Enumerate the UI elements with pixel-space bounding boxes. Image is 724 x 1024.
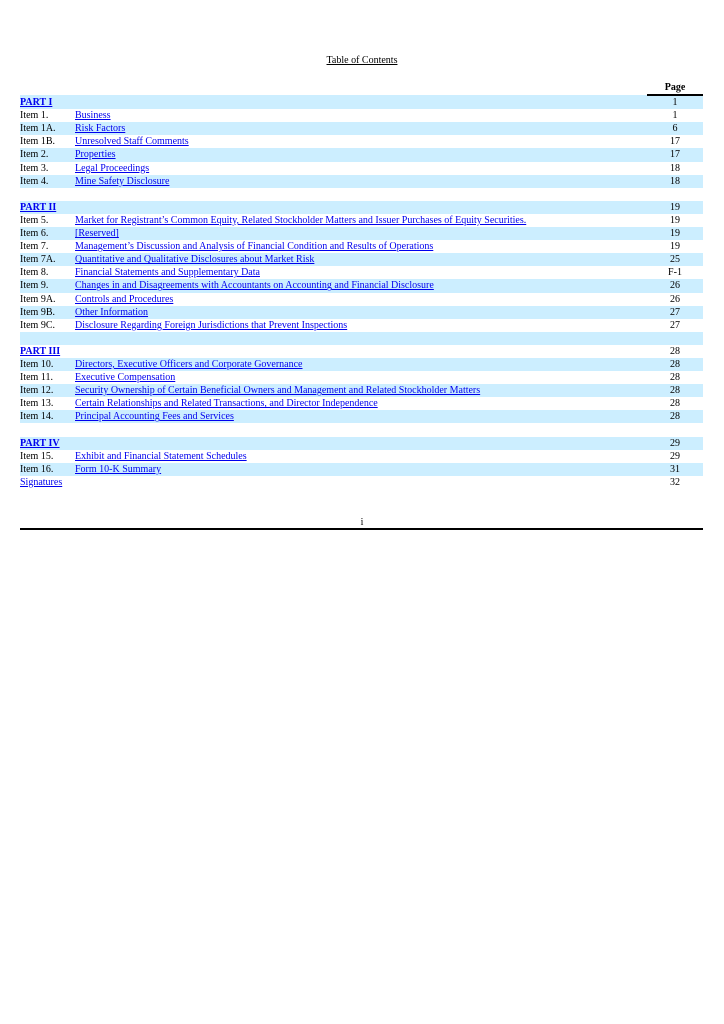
- item-title-link[interactable]: Certain Relationships and Related Transactions, and Director Independence: [75, 398, 378, 410]
- page-number: 6: [647, 122, 703, 135]
- toc-item-row: [20, 162, 703, 175]
- item-number: Item 12.: [20, 384, 75, 397]
- page-number: 19: [647, 227, 703, 240]
- item-number: Item 3.: [20, 162, 49, 174]
- page-number: 29: [647, 437, 703, 450]
- footer-rule: [20, 528, 703, 530]
- item-title-link[interactable]: Exhibit and Financial Statement Schedules: [75, 450, 247, 462]
- part-link[interactable]: PART II: [20, 201, 57, 213]
- item-number: Item 11.: [20, 372, 53, 384]
- toc-part-row: [20, 95, 703, 109]
- page-number: 19: [670, 214, 680, 226]
- item-number: Item 10.: [20, 358, 75, 371]
- part-link[interactable]: PART IV: [20, 437, 60, 449]
- toc-item-row: [20, 450, 703, 463]
- page-number: 27: [670, 319, 680, 331]
- item-number: Item 9B.: [20, 306, 75, 319]
- page-number: F-1: [668, 267, 682, 279]
- toc-item-row: [20, 319, 703, 332]
- signatures-link[interactable]: Signatures: [20, 476, 63, 488]
- item-number: Item 9.: [20, 279, 75, 292]
- toc-item-row: [20, 410, 703, 423]
- item-title-link[interactable]: Controls and Procedures: [75, 293, 174, 305]
- item-number: Item 1A.: [20, 122, 75, 135]
- item-number: Item 9C.: [20, 319, 55, 331]
- toc-header-row: [20, 81, 703, 95]
- part-link[interactable]: PART I: [20, 96, 53, 108]
- toc-item-row: [20, 135, 703, 148]
- toc-item-row: [20, 397, 703, 410]
- page-number: 28: [647, 358, 703, 371]
- item-title-link[interactable]: Management’s Discussion and Analysis of Financial Condition and Results of Operations: [75, 241, 434, 253]
- item-title-link[interactable]: Disclosure Regarding Foreign Jurisdictions that Prevent Inspections: [75, 319, 348, 331]
- toc-spacer-row: [20, 423, 703, 436]
- page-number: 32: [670, 476, 680, 488]
- page-number: 29: [670, 450, 680, 462]
- page-number: 28: [670, 372, 680, 384]
- toc-item-row: [20, 279, 703, 292]
- item-number: Item 4.: [20, 175, 75, 188]
- toc-spacer-row: [20, 188, 703, 201]
- item-title-link[interactable]: Other Information: [75, 306, 149, 318]
- toc-item-row: [20, 293, 703, 306]
- item-number: Item 13.: [20, 398, 54, 410]
- page-number: 17: [670, 136, 680, 148]
- page-number: 17: [647, 148, 703, 161]
- toc-item-row: [20, 240, 703, 253]
- item-title-link[interactable]: [Reserved]: [75, 228, 119, 240]
- part-link[interactable]: PART III: [20, 345, 61, 357]
- page-column-header: Page: [647, 81, 703, 95]
- item-number: Item 5.: [20, 214, 49, 226]
- item-number: Item 2.: [20, 148, 75, 161]
- page-number: 18: [670, 162, 680, 174]
- page-number: 28: [647, 384, 703, 397]
- toc-item-row: [20, 371, 703, 384]
- item-title-link[interactable]: Business: [75, 110, 111, 122]
- page-number: 28: [647, 410, 703, 423]
- page-number: 26: [647, 279, 703, 292]
- page-number: 28: [670, 398, 680, 410]
- item-number: Item 7.: [20, 241, 49, 253]
- item-title-link[interactable]: Directors, Executive Officers and Corporate Governance: [75, 358, 303, 370]
- item-number: Item 8.: [20, 267, 49, 279]
- item-title-link[interactable]: Changes in and Disagreements with Accountants on Accounting and Financial Disclosure: [75, 280, 434, 292]
- toc-item-row: [20, 384, 703, 397]
- page-title[interactable]: Table of Contents: [326, 55, 398, 66]
- toc-item-row: [20, 306, 703, 319]
- item-title-link[interactable]: Risk Factors: [75, 123, 126, 135]
- item-title-link[interactable]: Security Ownership of Certain Beneficial Owners and Management and Related Stockholder Matters: [75, 385, 481, 397]
- toc-body: [20, 95, 703, 489]
- item-title-link[interactable]: Unresolved Staff Comments: [75, 136, 189, 148]
- page-number: 18: [647, 175, 703, 188]
- footer-page-number: i: [360, 517, 364, 528]
- toc-part-row: [20, 476, 703, 489]
- page-number: 1: [672, 110, 678, 122]
- item-number: Item 9A.: [20, 293, 56, 305]
- item-title-link[interactable]: Principal Accounting Fees and Services: [75, 411, 234, 423]
- item-number: Item 6.: [20, 227, 75, 240]
- toc-part-row: [20, 345, 703, 358]
- toc-item-row: [20, 148, 703, 161]
- item-title-link[interactable]: Financial Statements and Supplementary Data: [75, 267, 260, 279]
- page-number: 19: [670, 241, 680, 253]
- item-title-link[interactable]: Form 10-K Summary: [75, 463, 162, 475]
- toc-table: [20, 81, 703, 489]
- item-number: Item 7A.: [20, 253, 75, 266]
- item-number: Item 1B.: [20, 136, 55, 148]
- page-number: 28: [670, 345, 680, 357]
- toc-item-row: [20, 109, 703, 122]
- item-title-link[interactable]: Quantitative and Qualitative Disclosures about Market Risk: [75, 254, 315, 266]
- toc-spacer-row: [20, 332, 703, 345]
- toc-item-row: [20, 266, 703, 279]
- toc-item-row: [20, 463, 703, 476]
- page-number: 26: [670, 293, 680, 305]
- toc-item-row: [20, 227, 703, 240]
- page-number: 19: [647, 201, 703, 214]
- toc-item-row: [20, 175, 703, 188]
- item-title-link[interactable]: Properties: [75, 149, 116, 161]
- item-number: Item 15.: [20, 450, 54, 462]
- item-title-link[interactable]: Mine Safety Disclosure: [75, 175, 170, 187]
- item-number: Item 14.: [20, 410, 75, 423]
- toc-part-row: [20, 201, 703, 214]
- item-title-link[interactable]: Market for Registrant’s Common Equity, Related Stockholder Matters and Issuer Purchases of Equity Securities.: [75, 214, 527, 226]
- toc-item-row: [20, 214, 703, 227]
- item-number: Item 16.: [20, 463, 75, 476]
- toc-item-row: [20, 358, 703, 371]
- item-number: Item 1.: [20, 110, 49, 122]
- page-number: 31: [647, 463, 703, 476]
- toc-part-row: [20, 437, 703, 450]
- page-number: 1: [647, 95, 703, 109]
- item-title-link[interactable]: Executive Compensation: [75, 372, 176, 384]
- page-number: 25: [647, 253, 703, 266]
- toc-item-row: [20, 253, 703, 266]
- toc-item-row: [20, 122, 703, 135]
- page-number: 27: [647, 306, 703, 319]
- item-title-link[interactable]: Legal Proceedings: [75, 162, 150, 174]
